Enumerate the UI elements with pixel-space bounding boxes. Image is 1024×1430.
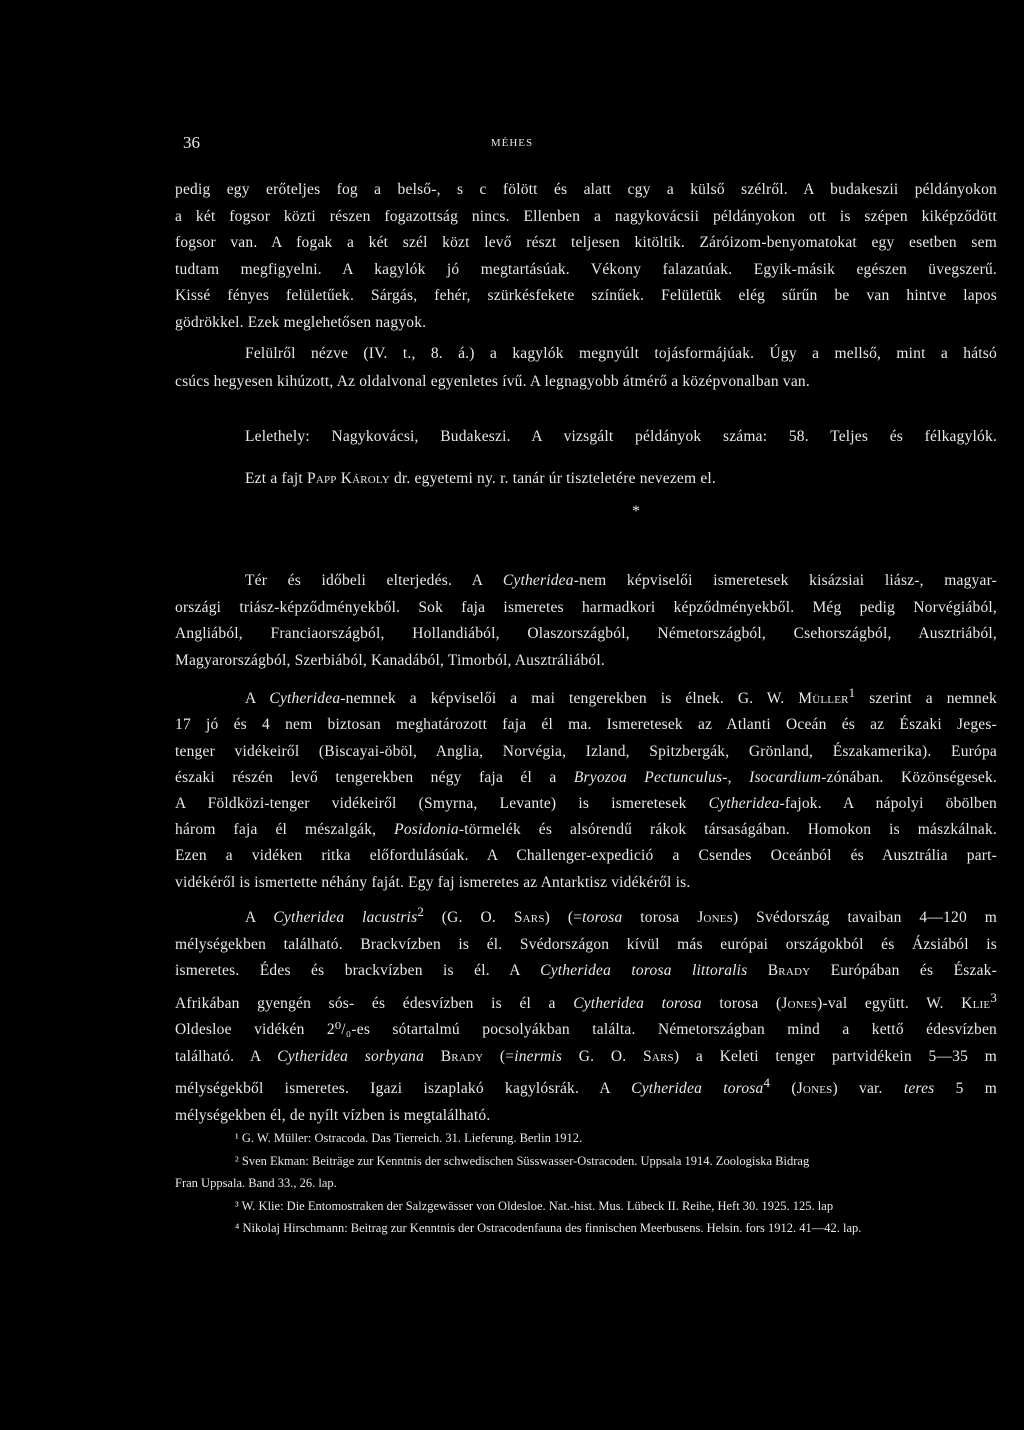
text-line: országi triász-képződményekből. Sok faja ismeretes harmadkori képződményekből. Még pedig Norvégiából, bbox=[175, 598, 997, 616]
footnote-2: ² Sven Ekman: Beiträge zur Kenntnis der schwedischen Süsswasser-Ostracoden. Uppsala 1914. Zoologiska Bidrag bbox=[235, 1153, 810, 1168]
text-line: mélységekből ismeretes. Igazi iszaplakó kagylósrák. A Cytheridea torosa$^4$ (Jones) var. teres 5 m bbox=[175, 1075, 998, 1098]
footnote-4: ⁴ Nikolaj Hirschmann: Beitrag zur Kenntnis der Ostracodenfauna des finnischen Meerbusens. Helsin. fors 1912. 41—42. lap. bbox=[235, 1221, 862, 1235]
paragraph-locality bbox=[175, 423, 997, 451]
text-line: Felülről nézve (IV. t., 8. á.) a kagylók megnyúlt tojásformájúak. Úgy a mellső, mint a hátsó bbox=[245, 345, 997, 362]
text-line: mélységekben él, de nyílt vízben is megtalálható. bbox=[175, 1106, 491, 1124]
text-line: Ezen a vidéken ritka előfordulásúak. A Challenger-expedició a Csendes Oceánból és Ausztrália part- bbox=[175, 847, 997, 865]
text-line: ismeretes. Édes és brackvízben is él. A Cytheridea torosa littoralis Brady Európában és Észak- bbox=[175, 962, 997, 980]
paragraph-top-view bbox=[175, 340, 997, 396]
paragraph-living bbox=[175, 680, 997, 896]
section-separator: * bbox=[632, 503, 640, 520]
text-line: pedig egy erőteljes fog a belső-, s c fölött és alatt cgy a külső szélről. A budakeszii példányokon bbox=[175, 181, 997, 198]
text-line: Lelethely: Nagykovácsi, Budakeszi. A vizsgált példányok száma: 58. Teljes és félkagylók. bbox=[245, 428, 997, 445]
text-line: csúcs hegyesen kihúzott, Az oldalvonal egyenletes ívű. A legnagyobb átmérő a középvonalban van. bbox=[175, 373, 810, 390]
text-line: a két fogsor közti részen fogazottság nincs. Ellenben a nagykovácsii példányokon ott is szépen kiképződött bbox=[175, 207, 997, 225]
text-line: mélységekben található. Brackvízben is él. Svédországon kívül más európai országokból és Ázsiából is bbox=[175, 935, 997, 953]
text-line: Angliából, Franciaországból, Hollandiából, Olaszországból, Németországból, Csehországból, Ausztriából, bbox=[175, 625, 997, 642]
paragraph-description bbox=[175, 177, 997, 337]
text-line: gödrökkel. Ezek meglehetősen nagyok. bbox=[175, 313, 427, 331]
text-line: három faja él mészalgák, Posidonia-törmelék és alsórendű rákok társaságában. Homokon is mászkálnak. bbox=[175, 821, 997, 839]
text-line: található. A Cytheridea sorbyana Brady (=inermis G. O. Sars) a Keleti tenger partvidékein 5—35 m bbox=[175, 1047, 997, 1065]
text-line: Oldesloe vidékén 2⁰/₀-es sótartalmú pocsolyákban találta. Németországban mind a kettő édesvízben bbox=[175, 1021, 997, 1039]
paragraph-species bbox=[175, 899, 997, 1129]
footnote-3: ³ W. Klie: Die Entomostraken der Salzgewässer von Oldesloe. Nat.-hist. Mus. Lübeck II. Reihe, Heft 30. 1925. 125. lap bbox=[235, 1198, 834, 1213]
footnote-2-cont: Fran Uppsala. Band 33., 26. lap. bbox=[175, 1176, 337, 1190]
text-line: Tér és időbeli elterjedés. A Cytheridea-nem képviselői ismeretesek kisázsiai liász-, magyar- bbox=[245, 572, 998, 589]
text-line: A Földközi-tenger vidékeiről (Smyrna, Levante) is ismeretesek Cytheridea-fajok. A nápolyi öbölben bbox=[175, 794, 997, 812]
person-name: Papp Károly bbox=[307, 470, 390, 487]
page-number: 36 bbox=[183, 133, 200, 152]
text-line: tudtam megfigyelni. A kagylók jó megtartásúak. Vékony falazatúak. Egyik-másik egészen üvegszerű. bbox=[175, 260, 997, 278]
paragraph-distribution bbox=[175, 568, 997, 674]
text-line: fogsor van. A fogak a két szél közt levő részt teljesen kitöltik. Záróizom-benyomatokat egy esetben sem bbox=[175, 234, 997, 252]
text-line: tenger vidékeiről (Biscayai-öböl, Anglia, Norvégia, Izland, Spitzbergák, Grönland, Északamerika). Európa bbox=[175, 742, 997, 760]
text-line: 17 jó és 4 nem biztosan meghatározott faja él ma. Ismeretesek az Atlanti Oceán és az Északi Jeges- bbox=[175, 716, 997, 734]
text-line: A Cytheridea-nemnek a képviselői a mai tengerekben is élnek. G. W. Müller$^1$ szerint a nemnek bbox=[245, 685, 997, 708]
footnotes bbox=[175, 1127, 997, 1240]
paragraph-dedication bbox=[175, 465, 997, 493]
text-line: Ezt a fajt Papp Károly dr. egyetemi ny. r. tanár úr tiszteletére nevezem el. bbox=[245, 470, 716, 487]
text-line: Magyarországból, Szerbiából, Kanadából, Timorból, Ausztráliából. bbox=[175, 651, 605, 669]
text-line: Kissé fényes felületűek. Sárgás, fehér, szürkésfekete színűek. Felületük elég sűrűn be van hintve lapos bbox=[175, 287, 997, 305]
footnote-1: ¹ G. W. Müller: Ostracoda. Das Tierreich. 31. Lieferung. Berlin 1912. bbox=[235, 1131, 583, 1145]
text-line: északi részén levő tengerekben négy faja él a Bryozoa Pectunculus-, Isocardium-zónában. Közönségesek. bbox=[175, 768, 997, 786]
text-line: A Cytheridea lacustris$^2$ (G. O. Sars) (=torosa torosa Jones) Svédország tavaiban 4—120 m bbox=[245, 904, 997, 927]
running-title: MÉHES bbox=[490, 137, 534, 149]
text-line: vidékéről is ismertette néhány faját. Egy faj ismeretes az Antarktisz vidékéről is. bbox=[175, 873, 691, 891]
text-line: Afrikában gyengén sós- és édesvízben is él a Cytheridea torosa torosa (Jones)-val együtt. W. Klie$^3$ bbox=[175, 989, 997, 1012]
